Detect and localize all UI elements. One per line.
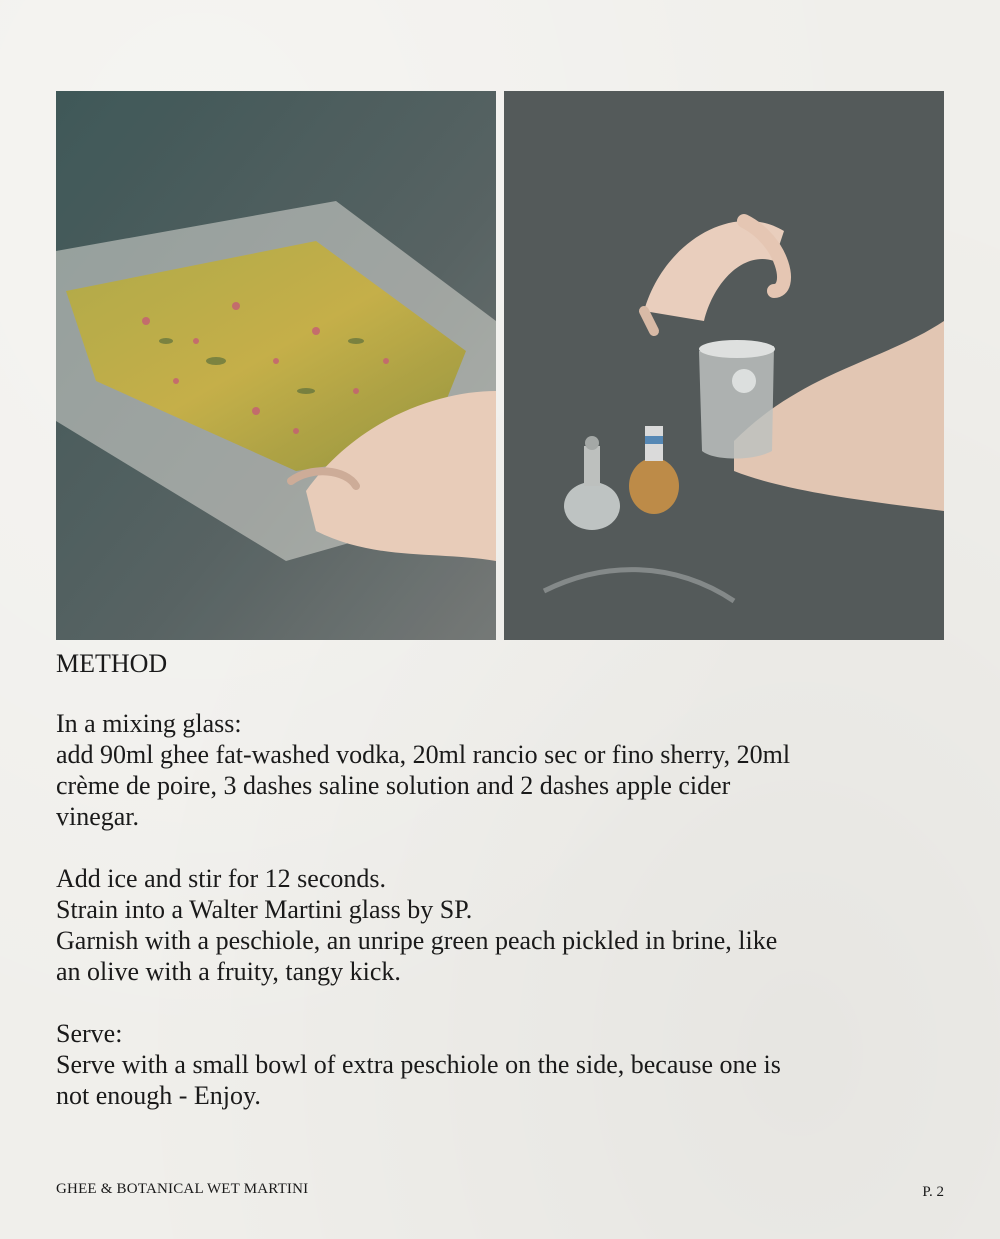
ingredients-paragraph bbox=[56, 708, 936, 832]
step-line: Strain into a Walter Martini glass by SP. bbox=[56, 895, 473, 924]
step-line: Garnish with a peschiole, an unripe green peach pickled in brine, like bbox=[56, 926, 778, 955]
serve-line: Serve with a small bowl of extra peschiole on the side, because one is bbox=[56, 1050, 781, 1079]
method-section bbox=[56, 648, 936, 1142]
step-line: Add ice and stir for 12 seconds. bbox=[56, 864, 386, 893]
photo-fat-washing-bag bbox=[56, 91, 496, 640]
photo-mixing-glass bbox=[504, 91, 944, 640]
step-line: an olive with a fruity, tangy kick. bbox=[56, 957, 401, 986]
intro-label: In a mixing glass: bbox=[56, 709, 242, 738]
ingredients-line: vinegar. bbox=[56, 802, 140, 831]
footer-recipe-title: GHEE & BOTANICAL WET MARTINI bbox=[56, 1181, 309, 1197]
serve-paragraph bbox=[56, 1018, 936, 1111]
page-number: P. 2 bbox=[922, 1184, 944, 1200]
method-heading: METHOD bbox=[56, 649, 168, 678]
steps-paragraph bbox=[56, 863, 936, 987]
serve-line: not enough - Enjoy. bbox=[56, 1081, 261, 1110]
ingredients-line: crème de poire, 3 dashes saline solution and 2 dashes apple cider bbox=[56, 771, 731, 800]
ingredients-line: add 90ml ghee fat-washed vodka, 20ml rancio sec or fino sherry, 20ml bbox=[56, 740, 791, 769]
serve-label: Serve: bbox=[56, 1019, 123, 1048]
